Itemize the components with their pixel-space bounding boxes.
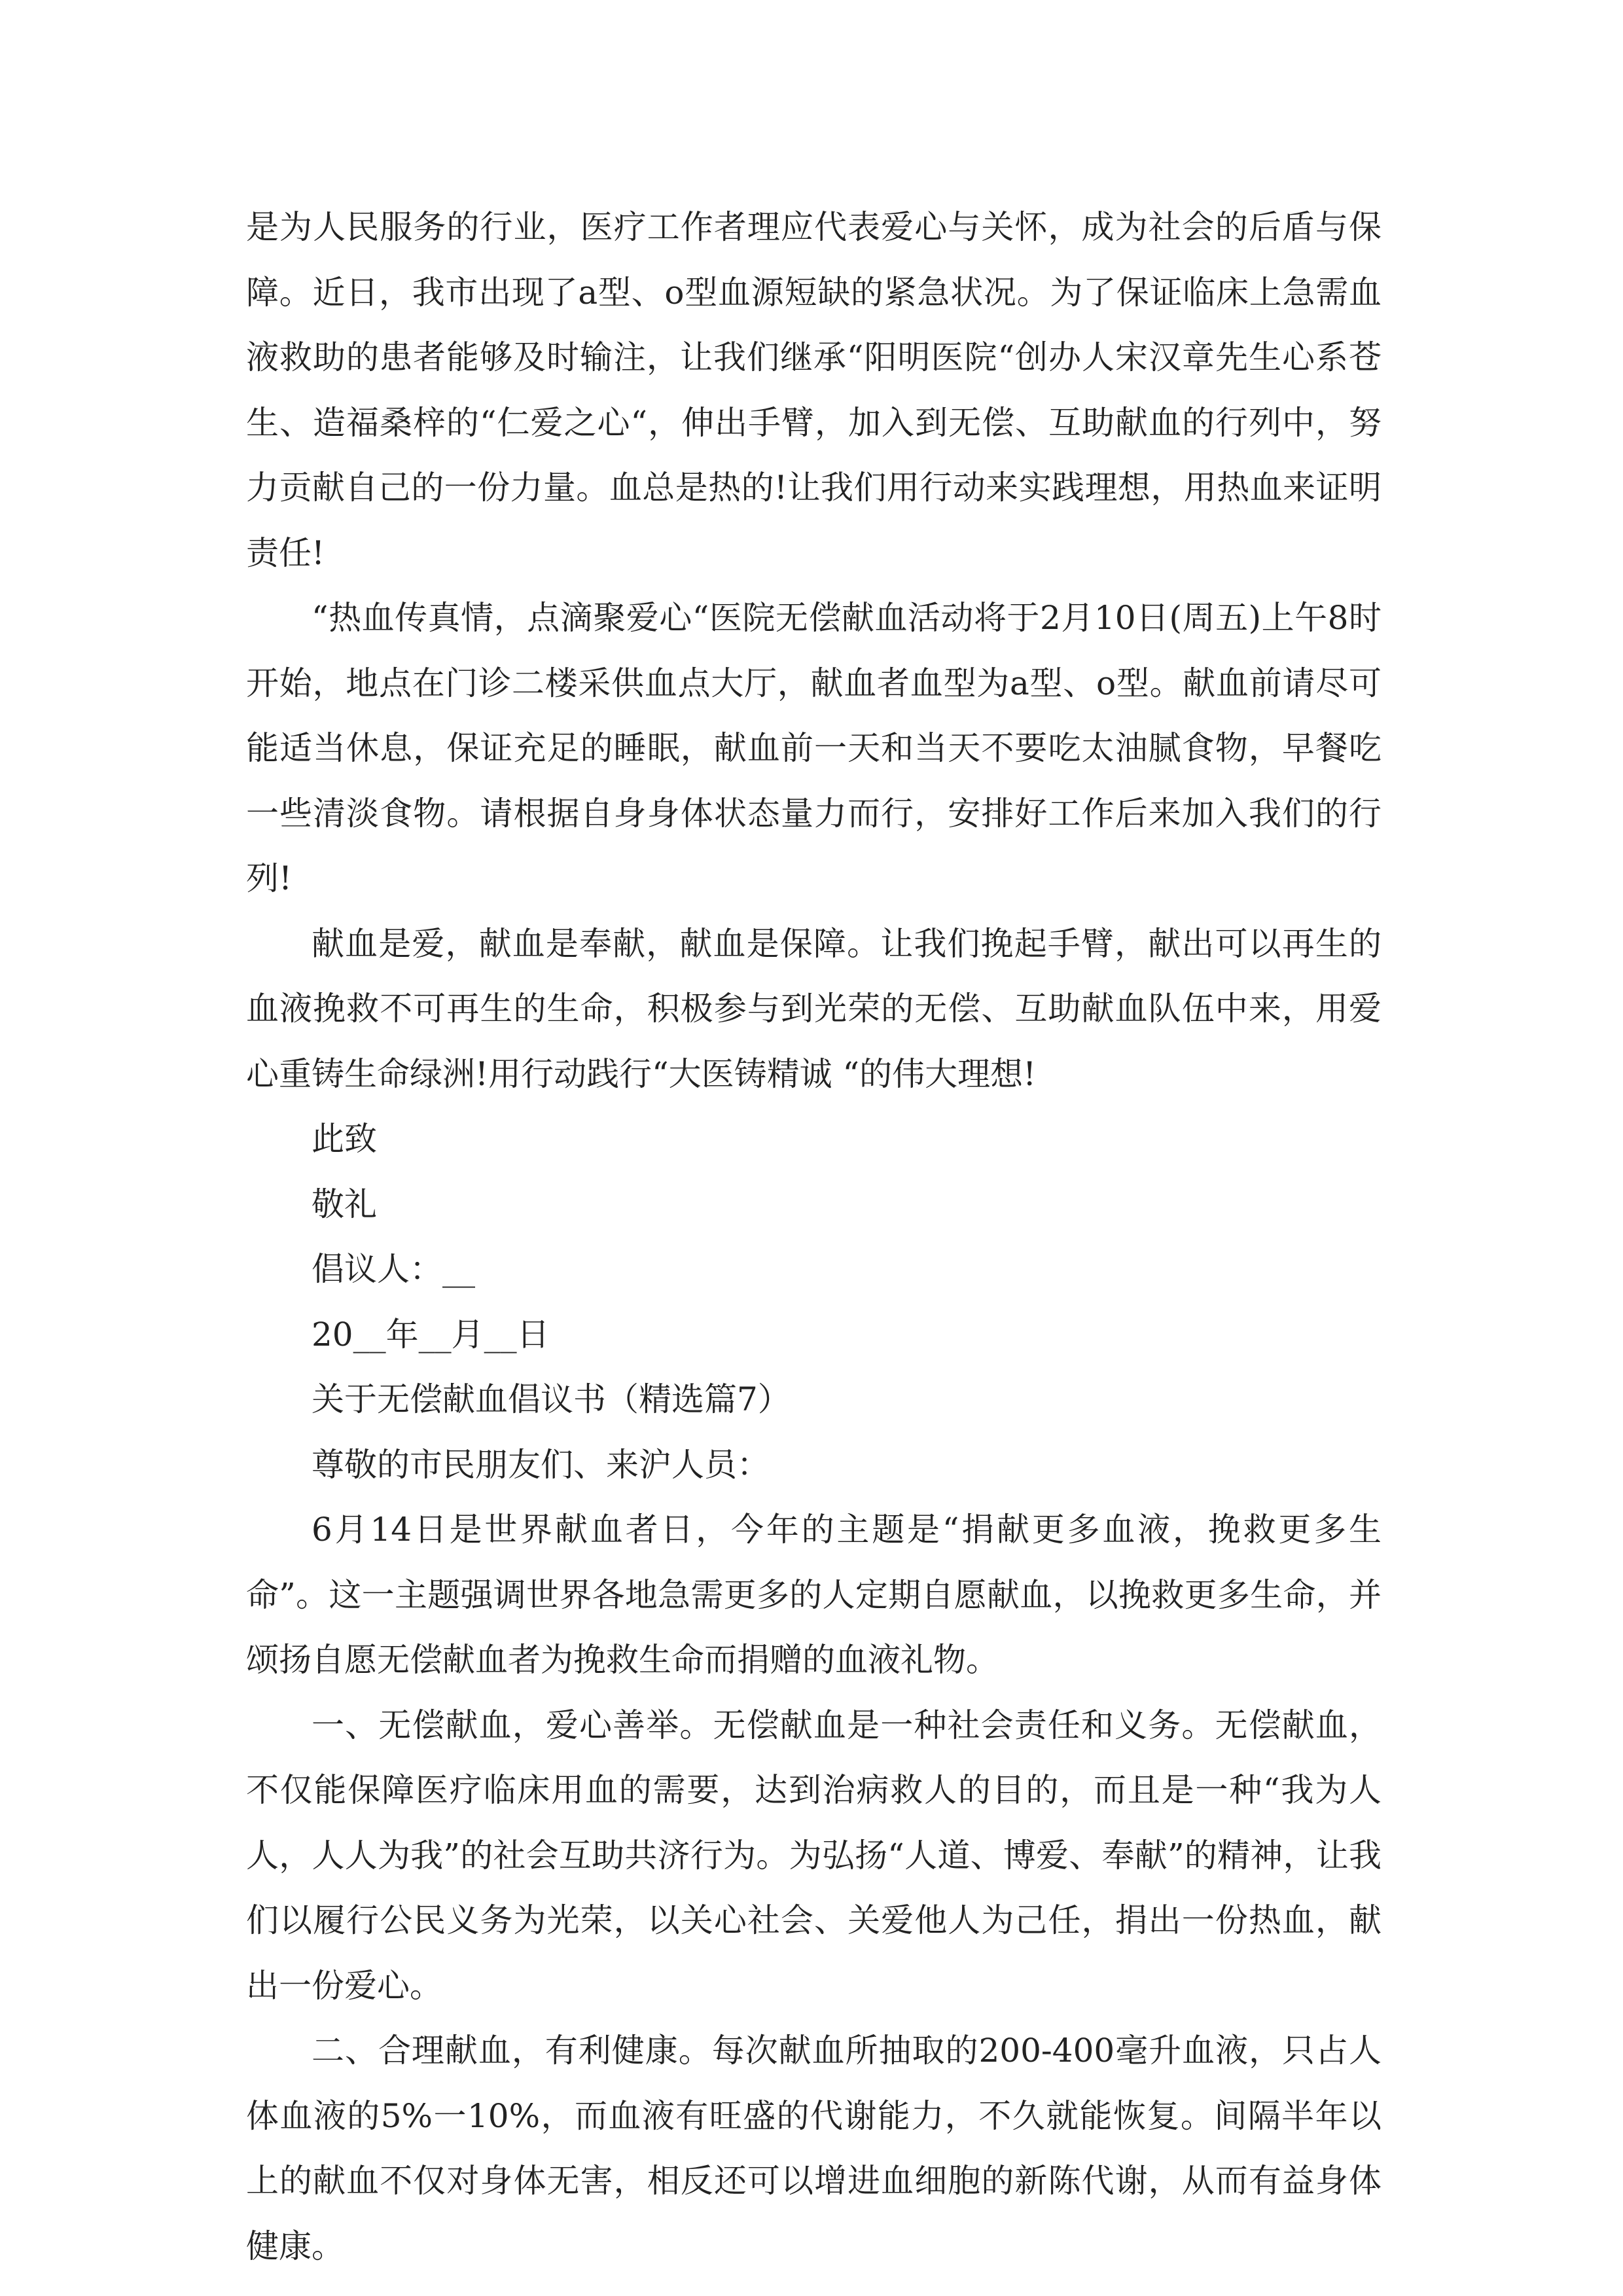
paragraph-5: 一、无偿献血，爱心善举。无偿献血是一种社会责任和义务。无偿献血，不仅能保障医疗临床用血的需要，达到治病救人的目的，而且是一种“我为人人，人人为我”的社会互助共济行为。为弘扬“人道、博爱、奉献”的精神，让我们以履行公民义务为光荣，以关心社会、关爱他人为己任，捐出一份热血，献出一份爱心。 [246,1706,1382,2005]
paragraph-6: 二、合理献血，有利健康。每次献血所抽取的200-400毫升血液，只占人体血液的5%一10%，而血液有旺盛的代谢能力，不久就能恢复。间隔半年以上的献血不仅对身体无害，相反还可以增进血细胞的新陈代谢，从而有益身体健康。 [246,2032,1382,2265]
paragraph-3: 献血是爱，献血是奉献，献血是保障。让我们挽起手臂，献出可以再生的血液挽救不可再生的生命，积极参与到光荣的无偿、互助献血队伍中来，用爱心重铸生命绿洲!用行动践行“大医铸精诚 “的伟大理想! [246,924,1382,1093]
paragraph-2: “热血传真情，点滴聚爱心“医院无偿献血活动将于2月10日(周五)上午8时开始，地点在门诊二楼采供血点大厅，献血者血型为a型、o型。献血前请尽可能适当休息，保证充足的睡眠，献血前一天和当天不要吃太油腻食物，早餐吃一些清淡食物。请根据自身身体状态量力而行，安排好工作后来加入我们的行列! [246,599,1382,897]
closing-regards: 敬礼 [312,1185,377,1223]
greeting-line: 尊敬的市民朋友们、来沪人员： [312,1445,770,1484]
date-line: 20__年__月__日 [312,1315,550,1354]
paragraph-4: 6月14日是世界献血者日，今年的主题是“捐献更多血液，挽救更多生命”。这一主题强调世界各地急需更多的人定期自愿献血，以挽救更多生命，并颂扬自愿无偿献血者为挽救生命而捐赠的血液礼物。 [246,1511,1382,1679]
initiator-line: 倡议人：__ [312,1250,475,1288]
closing-salutation: 此致 [312,1120,377,1158]
section-title: 关于无偿献血倡议书（精选篇7） [312,1380,791,1418]
document-body [246,195,1382,2279]
paragraph-1: 是为人民服务的行业，医疗工作者理应代表爱心与关怀，成为社会的后盾与保障。近日，我市出现了a型、o型血源短缺的紧急状况。为了保证临床上急需血液救助的患者能够及时输注，让我们继承“阳明医院“创办人宋汉章先生心系苍生、造福桑梓的“仁爱之心“，伸出手臂，加入到无偿、互助献血的行列中，努力贡献自己的一份力量。血总是热的!让我们用行动来实践理想，用热血来证明责任! [246,208,1382,572]
